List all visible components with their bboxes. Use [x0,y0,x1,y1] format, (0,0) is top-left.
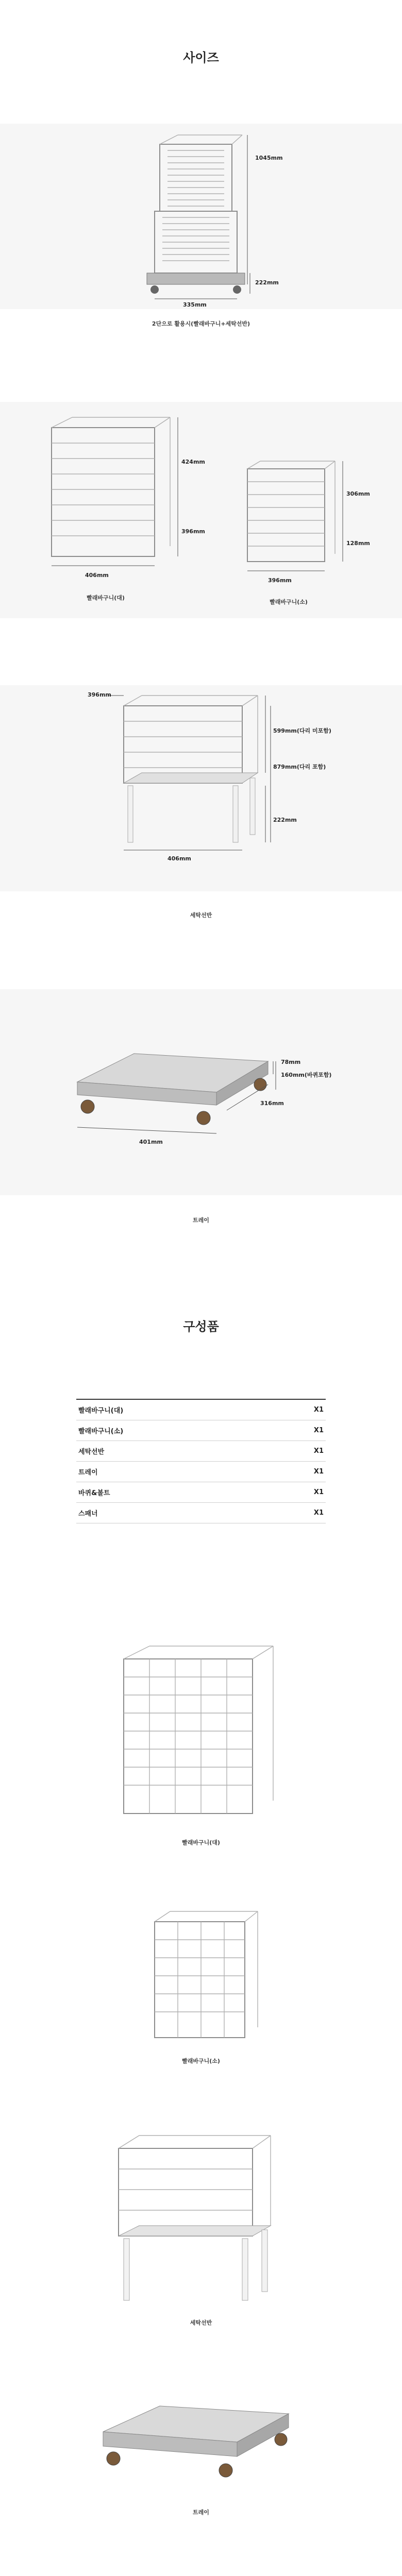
small-width-dim: 396mm [268,577,292,584]
tray-width-dim: 401mm [139,1139,163,1145]
component-name: 세탁선반 [78,1448,105,1456]
baskets-illustration [0,402,402,618]
tray-height-dim: 160mm(바퀴포함) [281,1072,332,1078]
components-table [76,1399,326,1523]
component-row [76,1441,326,1462]
component-qty: X1 [313,1488,324,1496]
small-depth-dim: 128mm [346,540,370,547]
tray-illustration [0,989,402,1195]
tray-rim-dim: 78mm [281,1059,301,1065]
shelf-caption: 세탁선반 [190,912,212,919]
shelf-top-dim: 396mm [88,691,111,698]
size-panel-tray [0,989,402,1195]
component-qty: X1 [313,1406,324,1414]
stacked-rack-illustration [0,124,402,309]
shelf-illustration [0,685,402,891]
size-panel-stacked [0,124,402,309]
tray-depth-dim: 316mm [260,1100,284,1107]
component-qty: X1 [313,1447,324,1455]
component-name: 트레이 [78,1469,98,1477]
shelf-width-dim: 406mm [167,855,191,862]
component-name: 바퀴&볼트 [78,1489,110,1497]
tray-product [0,2385,402,2499]
small-basket-product-caption: 빨래바구니(소) [182,2058,220,2064]
component-row [76,1462,326,1482]
component-name: 빨래바구니(소) [78,1428,124,1435]
large-depth-dim: 396mm [181,528,205,535]
large-basket-caption: 빨래바구니(대) [87,595,125,601]
stacked-base-dim: 222mm [255,279,279,286]
stacked-height-dim: 1045mm [255,155,283,161]
size-panel-shelf [0,685,402,891]
tray-product-caption: 트레이 [193,2509,209,2516]
wheels-bolts-product [0,2568,402,2576]
shelf-upper-dim: 599mm(다리 미포함) [273,727,331,734]
component-row [76,1399,326,1420]
small-basket-caption: 빨래바구니(소) [270,599,308,605]
tray-caption: 트레이 [193,1217,209,1224]
shelf-product [0,2128,402,2313]
large-basket-product [0,1638,402,1824]
component-qty: X1 [313,1468,324,1476]
components-title: 구성품 [183,1319,219,1334]
large-basket-product-caption: 빨래바구니(대) [182,1839,220,1846]
shelf-mid-dim: 879mm(다리 포함) [273,764,326,770]
sizes-title: 사이즈 [183,50,219,65]
shelf-product-caption: 세탁선반 [190,2319,212,2326]
component-qty: X1 [313,1509,324,1517]
small-height-dim: 306mm [346,490,370,497]
small-basket-product [0,1901,402,2050]
large-width-dim: 406mm [85,572,109,579]
component-row [76,1503,326,1523]
size-panel-baskets [0,402,402,618]
stacked-caption: 2단으로 활용시(빨래바구니+세탁선반) [152,320,250,327]
stacked-width-dim: 335mm [183,301,207,308]
component-name: 빨래바구니(대) [78,1407,124,1415]
component-row [76,1420,326,1441]
component-row [76,1482,326,1503]
shelf-leg-dim: 222mm [273,817,297,823]
component-name: 스패너 [78,1510,98,1518]
component-qty: X1 [313,1427,324,1434]
large-height-dim: 424mm [181,459,205,465]
